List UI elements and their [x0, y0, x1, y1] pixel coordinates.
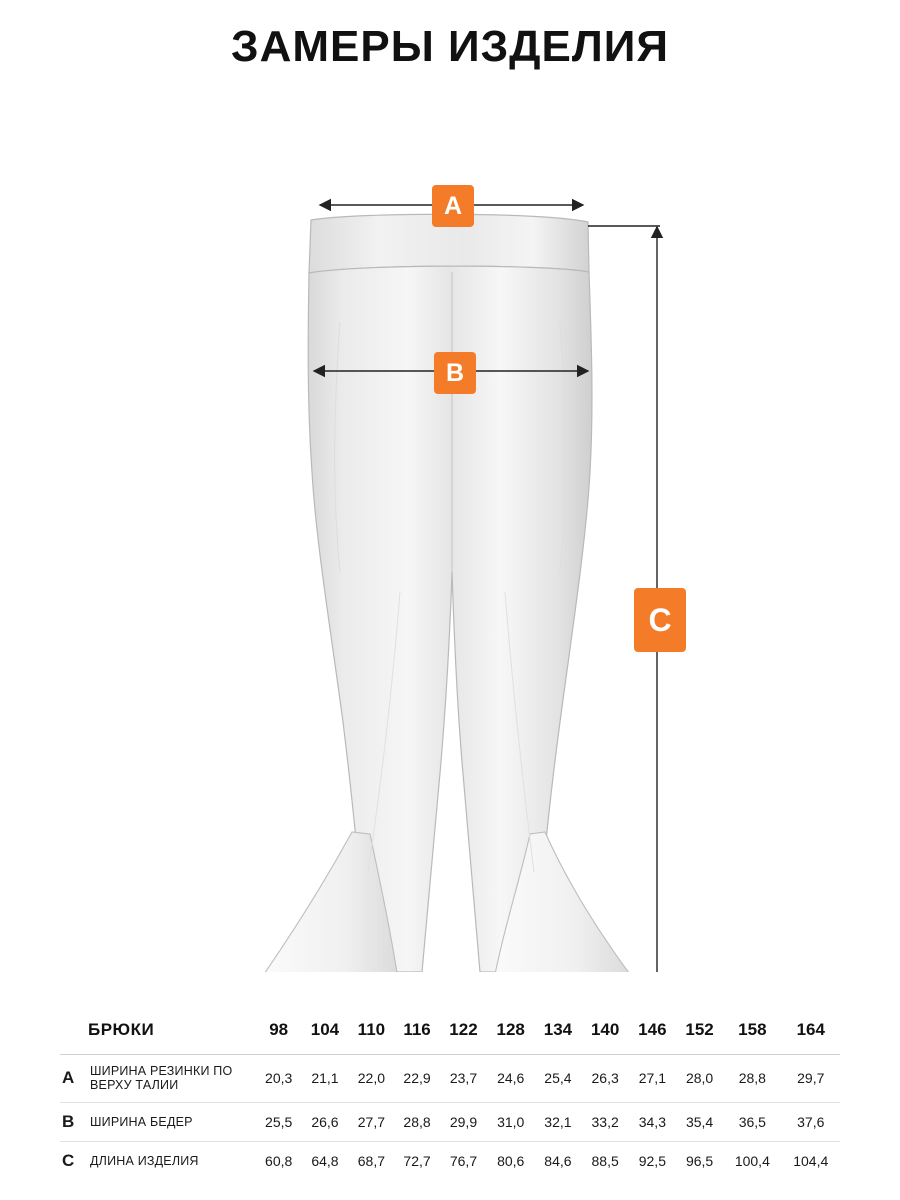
size-header: 122 — [440, 1012, 487, 1055]
size-header: 98 — [256, 1012, 301, 1055]
size-header: 158 — [723, 1012, 781, 1055]
size-header: 104 — [301, 1012, 348, 1055]
size-table-wrapper — [0, 1012, 900, 1180]
cell-value: 20,3 — [256, 1055, 301, 1103]
size-header: 110 — [349, 1012, 395, 1055]
cell-value: 80,6 — [497, 1152, 525, 1169]
row-key: A — [60, 1055, 86, 1103]
size-header: 146 — [629, 1012, 676, 1055]
cell-value: 104,4 — [793, 1152, 829, 1169]
cell-value: 28,8 — [723, 1055, 781, 1103]
cell-value: 88,5 — [591, 1152, 619, 1169]
cell-value: 27,7 — [349, 1102, 395, 1141]
cell-value: 22,9 — [394, 1055, 440, 1103]
size-header: 134 — [534, 1012, 581, 1055]
cell-value: 24,6 — [487, 1055, 534, 1103]
cell-value: 92,5 — [638, 1152, 666, 1169]
table-row — [60, 1102, 840, 1141]
trousers-shape — [262, 214, 632, 972]
cell-value: 28,0 — [676, 1055, 723, 1103]
cell-value: 35,4 — [676, 1102, 723, 1141]
product-label: БРЮКИ — [60, 1012, 256, 1055]
cell-value: 33,2 — [582, 1102, 629, 1141]
cell-value: 60,8 — [265, 1152, 293, 1169]
size-header: 128 — [487, 1012, 534, 1055]
row-key: C — [62, 1150, 75, 1170]
cell-value: 27,1 — [629, 1055, 676, 1103]
cell-value: 22,0 — [349, 1055, 395, 1103]
cell-value: 26,6 — [301, 1102, 348, 1141]
cell-value: 21,1 — [301, 1055, 348, 1103]
cell-value: 64,8 — [311, 1152, 339, 1169]
row-name: ШИРИНА БЕДЕР — [86, 1102, 256, 1141]
cell-value: 31,0 — [487, 1102, 534, 1141]
cell-value: 76,7 — [449, 1152, 478, 1169]
table-row — [60, 1055, 840, 1103]
table-row — [60, 1141, 840, 1180]
garment-diagram — [0, 72, 900, 972]
cell-value: 23,7 — [440, 1055, 487, 1103]
cell-value: 37,6 — [782, 1102, 840, 1141]
size-header: 164 — [782, 1012, 840, 1055]
cell-value: 29,9 — [440, 1102, 487, 1141]
row-name: ШИРИНА РЕЗИНКИ ПО ВЕРХУ ТАЛИИ — [86, 1055, 256, 1103]
cell-value: 72,7 — [403, 1152, 431, 1169]
cell-value: 100,4 — [734, 1152, 770, 1169]
table-header-row — [60, 1012, 840, 1055]
badge-b: B — [434, 352, 476, 394]
badge-c: C — [634, 588, 686, 652]
cell-value: 32,1 — [534, 1102, 581, 1141]
cell-value: 34,3 — [629, 1102, 676, 1141]
cell-value: 84,6 — [544, 1152, 572, 1169]
size-table — [60, 1012, 840, 1180]
cell-value: 29,7 — [782, 1055, 840, 1103]
cell-value: 25,5 — [256, 1102, 301, 1141]
cell-value: 25,4 — [534, 1055, 581, 1103]
row-name: ДЛИНА ИЗДЕЛИЯ — [90, 1153, 199, 1168]
badge-a: A — [432, 185, 474, 227]
size-header: 152 — [676, 1012, 723, 1055]
row-key: B — [60, 1102, 86, 1141]
size-header: 140 — [582, 1012, 629, 1055]
cell-value: 36,5 — [723, 1102, 781, 1141]
cell-value: 68,7 — [357, 1152, 386, 1169]
cell-value: 28,8 — [394, 1102, 440, 1141]
cell-value: 26,3 — [582, 1055, 629, 1103]
size-header: 116 — [394, 1012, 440, 1055]
page-title: ЗАМЕРЫ ИЗДЕЛИЯ — [231, 22, 669, 71]
cell-value: 96,5 — [685, 1152, 714, 1169]
